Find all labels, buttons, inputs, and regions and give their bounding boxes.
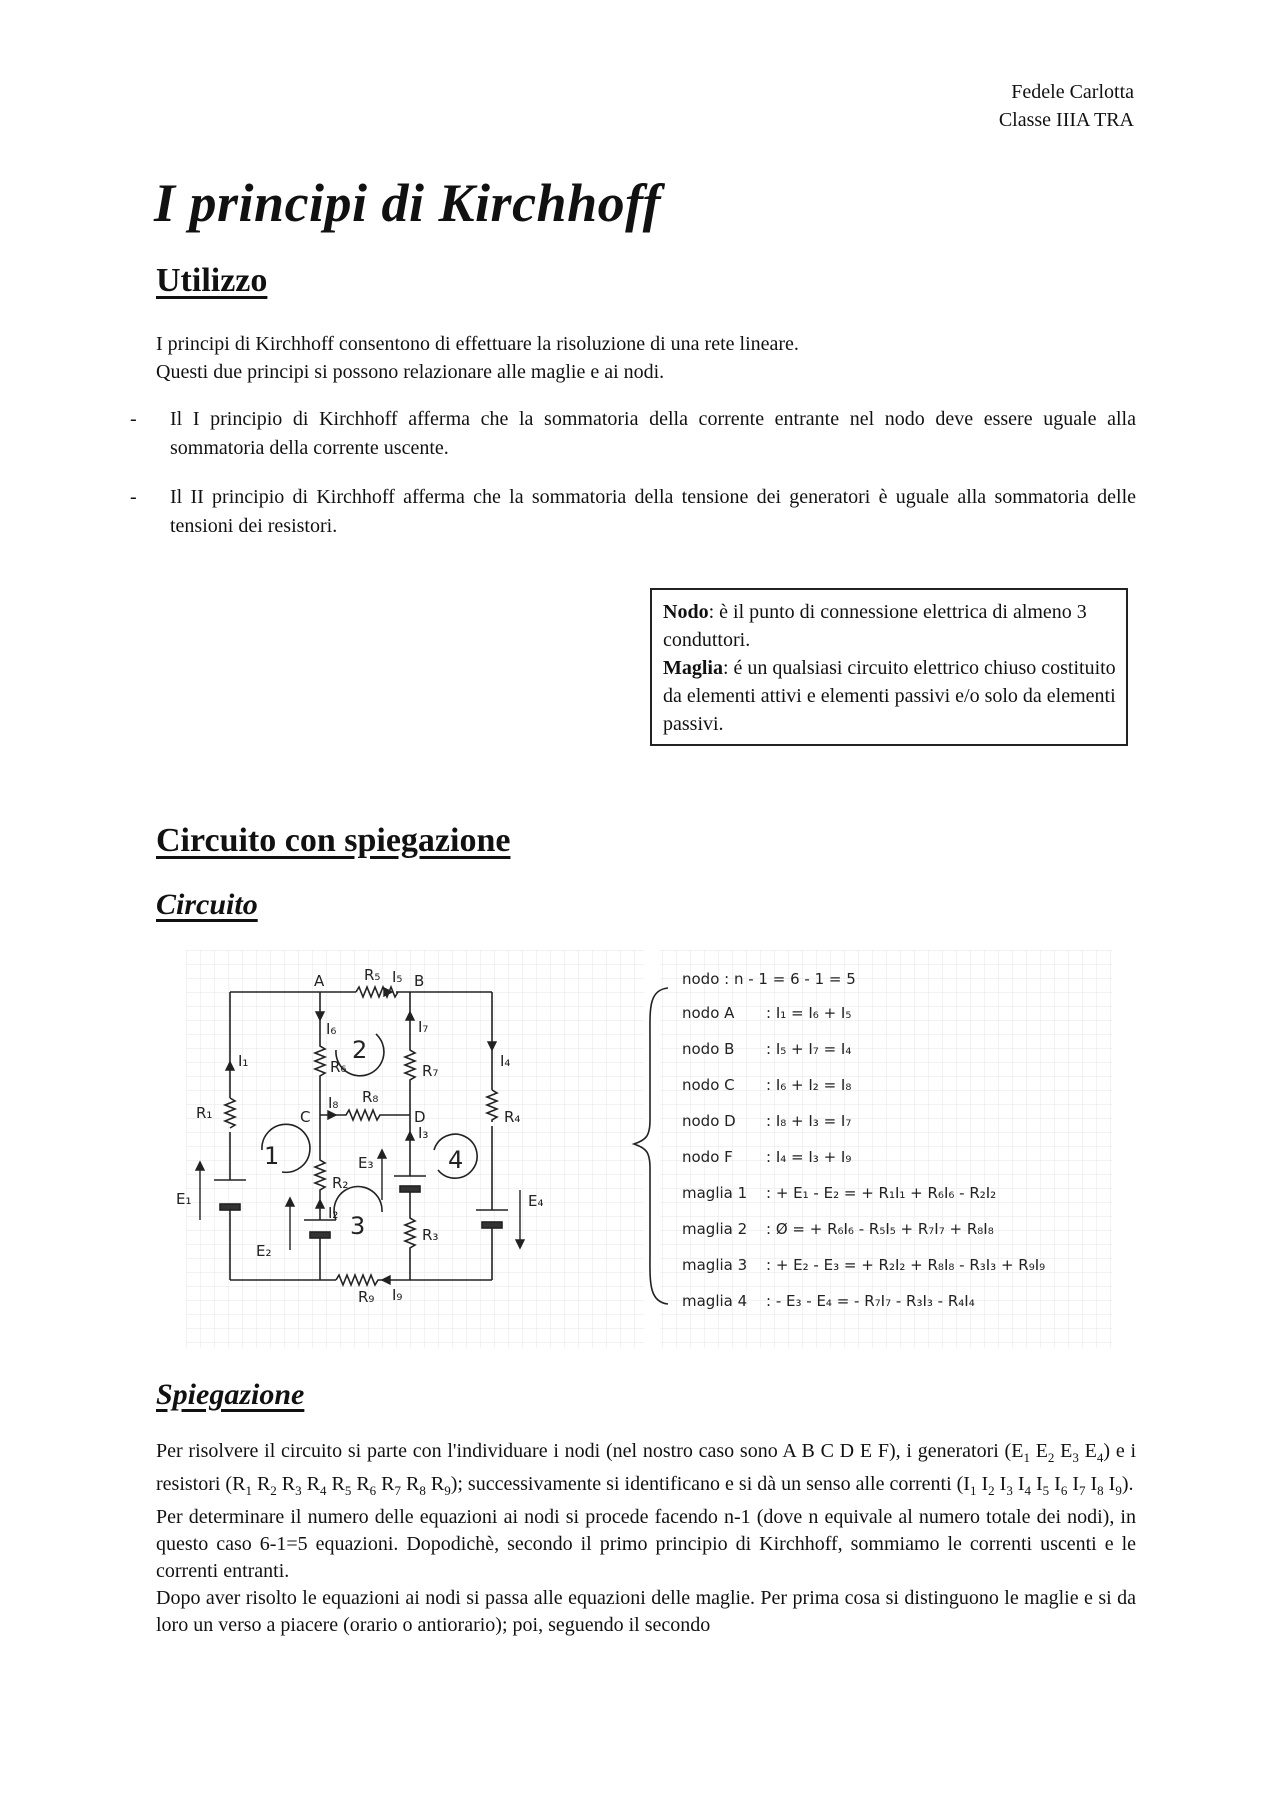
definition-node <box>663 598 1116 654</box>
heading-utilizzo: Utilizzo <box>156 262 268 299</box>
subscript: 6 <box>1060 1483 1068 1498</box>
label-r2: R₂ <box>332 1174 349 1192</box>
text-run: Per risolvere il circuito si parte con l'individuare i nodi (nel nostro caso sono A B C D E F), i generatori (E <box>156 1440 1024 1462</box>
equation-nodo-d: : I₈ + I₃ = I₇ <box>766 1112 852 1130</box>
subscript: 4 <box>1024 1483 1031 1498</box>
subscript: 1 <box>1023 1450 1030 1465</box>
definition-node-term: Nodo <box>663 601 709 623</box>
label-i8: I₈ <box>328 1094 339 1112</box>
label-i5: I₅ <box>392 968 403 986</box>
text-run: ). <box>1121 1473 1134 1495</box>
equation-maglia-3: : + E₂ - E₃ = + R₂I₂ + R₈I₈ - R₃I₃ + R₉I₉ <box>766 1256 1046 1274</box>
label-e3: E₃ <box>358 1154 374 1172</box>
text-run: I <box>1085 1473 1098 1495</box>
bullet-first-principle <box>130 405 1136 463</box>
subscript: 2 <box>270 1483 277 1498</box>
text-run: I <box>1103 1473 1116 1495</box>
bullet-text: Il I principio di Kirchhoff afferma che la sommatoria della corrente entrante nel nodo deve essere uguale alla sommatoria della corrente uscente. <box>170 408 1136 459</box>
subscript: 8 <box>1097 1483 1104 1498</box>
subscript: 1 <box>245 1483 252 1498</box>
text-run: R <box>276 1473 296 1495</box>
definition-node-text: : è il punto di connessione elettrica di almeno 3 conduttori. <box>663 601 1087 651</box>
label-i7: I₇ <box>418 1018 429 1036</box>
intro-line-2: Questi due principi si possono relazionare alle maglie e ai nodi. <box>156 361 665 383</box>
equation-nodo-a: : I₁ = I₆ + I₅ <box>766 1004 852 1022</box>
equation-label-maglia-1: maglia 1 <box>682 1184 748 1202</box>
text-run: R <box>425 1473 445 1495</box>
explanation-text <box>156 1438 1136 1639</box>
label-node-d: D <box>414 1108 426 1126</box>
equation-label-maglia-3: maglia 3 <box>682 1256 748 1274</box>
explanation-paragraph-1 <box>156 1438 1136 1504</box>
text-run: E <box>1078 1440 1097 1462</box>
label-r3: R₃ <box>422 1226 439 1244</box>
explanation-paragraph-3: Dopo aver risolto le equazioni ai nodi si passa alle equazioni delle maglie. Per prima cosa si distinguono le maglie e si da loro un verso a piacere (orario o antiorario); poi, seguendo il secondo <box>156 1587 1136 1636</box>
label-e2: E₂ <box>256 1242 272 1260</box>
text-run: R <box>251 1473 271 1495</box>
label-i2: I₂ <box>328 1204 339 1222</box>
text-run: I <box>1049 1473 1061 1495</box>
intro-paragraph <box>156 330 1136 386</box>
text-run: R <box>401 1473 420 1495</box>
label-i6: I₆ <box>326 1020 337 1038</box>
label-r5: R₅ <box>364 966 381 984</box>
label-i4: I₄ <box>500 1052 511 1070</box>
text-run: E <box>1054 1440 1073 1462</box>
subscript: 3 <box>1072 1450 1079 1465</box>
subscript: 4 <box>1096 1450 1104 1465</box>
label-mesh-2: 2 <box>352 1036 368 1064</box>
label-e4: E₄ <box>528 1192 544 1210</box>
equation-label-nodo-b: nodo B <box>682 1040 735 1058</box>
equation-nodo-c: : I₆ + I₂ = I₈ <box>766 1076 852 1094</box>
label-e1: E₁ <box>176 1190 192 1208</box>
class-name: Classe IIIA TRA <box>998 109 1134 131</box>
label-r6: R₆ <box>330 1058 347 1076</box>
circuit-figure <box>176 950 1114 1350</box>
generator-e3-plate-short <box>400 1186 420 1192</box>
definition-mesh-text: : é un qualsiasi circuito elettrico chiuso costituito da elementi attivi e elementi passivi e/o solo da elementi passivi. <box>663 657 1116 735</box>
equation-maglia-1: : + E₁ - E₂ = + R₁I₁ + R₆I₆ - R₂I₂ <box>766 1184 997 1202</box>
subscript: 7 <box>394 1483 401 1498</box>
label-node-b: B <box>414 972 425 990</box>
text-run: I <box>1067 1473 1079 1495</box>
equation-label-nodo-f: nodo F <box>682 1148 733 1166</box>
label-r8: R₈ <box>362 1088 379 1106</box>
equation-label-maglia-2: maglia 2 <box>682 1220 748 1238</box>
circuit-grid-paper <box>186 950 644 1348</box>
definition-mesh <box>663 654 1116 738</box>
label-i9: I₉ <box>392 1286 403 1304</box>
label-mesh-1: 1 <box>264 1142 280 1170</box>
subscript: 8 <box>419 1483 426 1498</box>
label-node-c: C <box>300 1108 311 1126</box>
equation-label-nodo-d: nodo D <box>682 1112 736 1130</box>
text-run: R <box>301 1473 320 1495</box>
subscript: 7 <box>1079 1483 1086 1498</box>
text-run: ); successivamente si identificano e si dà un senso alle correnti (I <box>450 1473 970 1495</box>
intro-line-1: I principi di Kirchhoff consentono di effettuare la risoluzione di una rete lineare. <box>156 333 799 355</box>
subscript: 3 <box>1006 1483 1013 1498</box>
equations-header: nodo : n - 1 = 6 - 1 = 5 <box>682 970 856 988</box>
subscript: 9 <box>444 1483 451 1498</box>
text-run: ) e i resistori (R <box>156 1440 1137 1495</box>
subscript: 3 <box>295 1483 302 1498</box>
generator-e4-plate-short <box>482 1222 502 1228</box>
equation-label-nodo-c: nodo C <box>682 1076 735 1094</box>
label-node-a: A <box>314 972 325 990</box>
text-run: I <box>976 1473 989 1495</box>
equation-label-nodo-a: nodo A <box>682 1004 735 1022</box>
subscript: 2 <box>988 1483 995 1498</box>
generator-e2-plate-short <box>310 1232 330 1238</box>
subscript: 9 <box>1115 1483 1122 1498</box>
label-r1: R₁ <box>196 1104 213 1122</box>
text-run: R <box>376 1473 395 1495</box>
subscript: 6 <box>369 1483 377 1498</box>
label-i3: I₃ <box>418 1124 429 1142</box>
subscript: 1 <box>969 1483 977 1498</box>
bullet-text: Il II principio di Kirchhoff afferma che la sommatoria della tensione dei generatori è uguale alla sommatoria delle tensioni dei resistori. <box>170 486 1136 537</box>
text-run: I <box>1030 1473 1043 1495</box>
equation-label-maglia-4: maglia 4 <box>682 1292 748 1310</box>
label-r4: R₄ <box>504 1108 521 1126</box>
generator-e1-plate-short <box>220 1204 240 1210</box>
label-i1: I₁ <box>238 1052 249 1070</box>
text-run: I <box>994 1473 1007 1495</box>
label-mesh-4: 4 <box>448 1146 464 1174</box>
label-mesh-3: 3 <box>350 1212 366 1240</box>
equation-nodo-f: : I₄ = I₃ + I₉ <box>766 1148 852 1166</box>
subscript: 5 <box>344 1483 352 1498</box>
heading-circuit-explanation: Circuito con spiegazione <box>156 822 511 859</box>
bullet-marker: - <box>130 486 137 508</box>
text-run: R <box>326 1473 345 1495</box>
equation-maglia-4: : - E₃ - E₄ = - R₇I₇ - R₃I₃ - R₄I₄ <box>766 1292 975 1310</box>
document-title: I principi di Kirchhoff <box>154 173 662 233</box>
author-block <box>999 78 1134 134</box>
definition-mesh-term: Maglia <box>663 657 723 679</box>
definitions-box <box>650 588 1128 746</box>
bullet-second-principle <box>130 483 1136 541</box>
text-run: I <box>1012 1473 1025 1495</box>
text-run: R <box>351 1473 370 1495</box>
equation-nodo-b: : I₅ + I₇ = I₄ <box>766 1040 852 1058</box>
explanation-paragraph-2: Per determinare il numero delle equazioni ai nodi si procede facendo n-1 (dove n equivale al numero totale dei nodi), in questo caso 6-1=5 equazioni. Dopodichè, secondo il primo principio di Kirchhoff, sommiamo le correnti uscenti e le correnti entranti. <box>156 1506 1136 1582</box>
text-run: E <box>1029 1440 1048 1462</box>
heading-circuit: Circuito <box>156 888 258 921</box>
equation-maglia-2: : Ø = + R₆I₆ - R₅I₅ + R₇I₇ + R₈I₈ <box>766 1220 994 1238</box>
label-r9: R₉ <box>358 1288 375 1306</box>
heading-explanation: Spiegazione <box>156 1378 305 1411</box>
bullet-marker: - <box>130 408 137 430</box>
subscript: 5 <box>1042 1483 1050 1498</box>
author-name: Fedele Carlotta <box>1011 81 1134 103</box>
subscript: 4 <box>319 1483 327 1498</box>
label-r7: R₇ <box>422 1062 439 1080</box>
subscript: 2 <box>1047 1450 1055 1465</box>
